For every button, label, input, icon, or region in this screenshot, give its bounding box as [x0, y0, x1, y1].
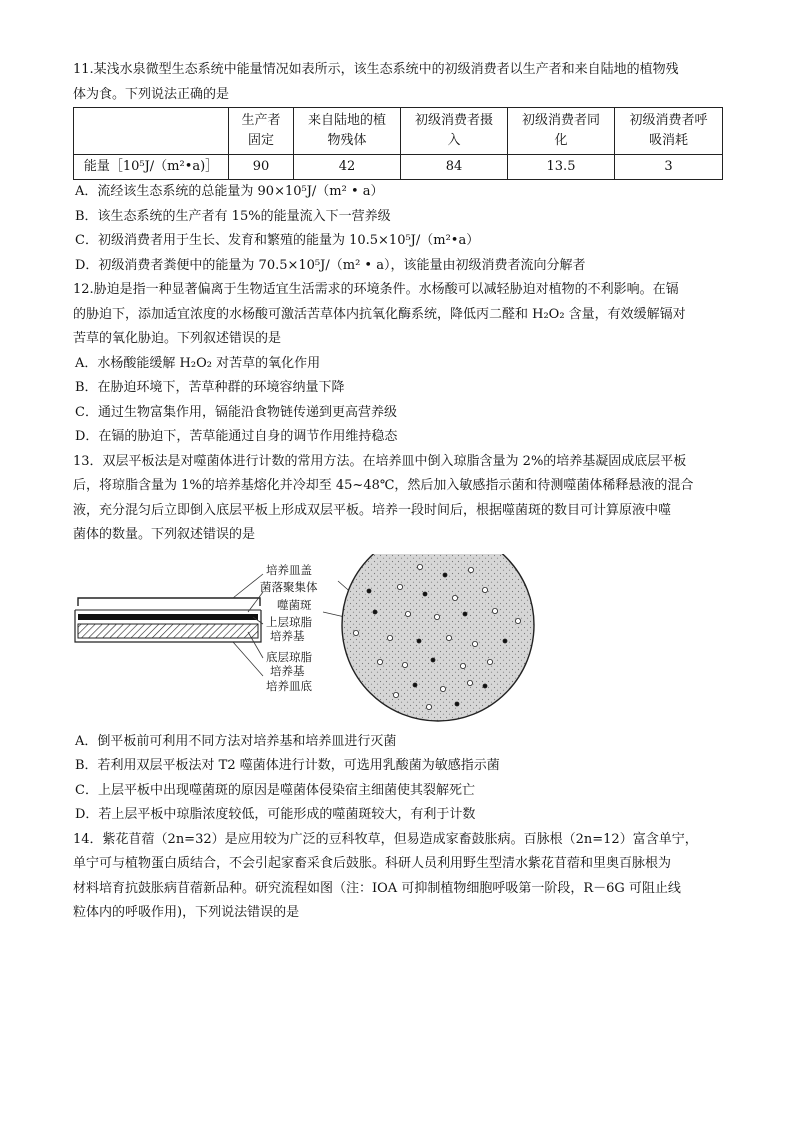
plaque-dot	[402, 662, 407, 667]
label-colony: 菌落聚集体	[260, 579, 318, 594]
q12-option-a[interactable]: A．水杨酸能缓解 H₂O₂ 对苦草的氧化作用	[75, 355, 321, 371]
label-dish-bottom: 培养皿底	[266, 678, 312, 693]
question-13	[73, 450, 723, 828]
energy-table-cell: 13.5	[508, 155, 615, 180]
energy-table-cell: 3	[615, 155, 723, 180]
plaque-dot	[387, 635, 392, 640]
dish-lid-outline	[78, 598, 260, 606]
q11-option-b[interactable]: B．该生态系统的生产者有 15%的能量流入下一营养级	[75, 208, 391, 224]
energy-table-header-row	[74, 108, 723, 155]
q14-stem-line-1: 14．紫花苜蓿（2n=32）是应用较为广泛的豆科牧草，但易造成家畜鼓胀病。百脉根（2n=12）富含单宁，	[73, 831, 698, 847]
q11-option-d[interactable]: D．初级消费者粪便中的能量为 70.5×10⁵J/（m² • a），该能量由初级消费者流向分解者	[75, 257, 586, 273]
q13-stem-line-1: 13．双层平板法是对噬菌体进行计数的常用方法。在培养皿中倒入琼脂含量为 2%的培养基凝固成底层平板	[73, 453, 687, 469]
energy-table-row-label: 能量［10⁵J/（m²•a)］	[74, 155, 229, 180]
plaque-dot	[467, 680, 472, 685]
colony-dot	[483, 684, 487, 688]
plaque-dot	[468, 567, 473, 572]
label-plaque: 噬菌斑	[277, 597, 312, 612]
q13-stem-line-2: 后，将琼脂含量为 1%的培养基熔化并冷却至 45~48℃，然后加入敏感指示菌和待测噬菌体稀释悬液的混合	[73, 478, 694, 493]
energy-table-header: 来自陆地的植 物残体	[294, 108, 401, 155]
exam-page	[73, 58, 723, 926]
colony-dot	[503, 639, 507, 643]
plaque-dot	[472, 641, 477, 646]
q13-option-c[interactable]: C．上层平板中出现噬菌斑的原因是噬菌体侵染宿主细菌使其裂解死亡	[75, 782, 475, 798]
colony-dot	[367, 589, 371, 593]
petri-dish-top-view	[342, 554, 534, 721]
plaque-dot	[397, 584, 402, 589]
plaque-dot	[417, 564, 422, 569]
question-11	[73, 58, 723, 278]
q13-option-a[interactable]: A．倒平板前可利用不同方法对培养基和培养皿进行灭菌	[75, 733, 397, 749]
q12-stem-line-1: 12.胁迫是指一种显著偏离于生物适宜生活需求的环境条件。水杨酸可以减轻胁迫对植物的不利影响。在镉	[73, 282, 679, 297]
energy-table	[73, 107, 723, 180]
double-layer-plate-diagram	[73, 554, 723, 726]
label-lower-medium: 培养基	[270, 663, 305, 678]
q11-stem-line-1: 11.某浅水泉微型生态系统中能量情况如表所示，该生态系统中的初级消费者以生产者和来自陆地的植物残	[73, 62, 679, 77]
plaque-dot	[377, 659, 382, 664]
question-12	[73, 278, 723, 450]
lower-agar-layer	[78, 624, 258, 638]
q14-stem-line-2: 单宁可与植物蛋白质结合，不会引起家畜采食后鼓胀。科研人员利用野生型清水紫花苜蓿和里奥百脉根为	[73, 856, 672, 871]
energy-table-cell: 84	[401, 155, 508, 180]
energy-table-header: 初级消费者摄 入	[401, 108, 508, 155]
q13-option-b[interactable]: B．若利用双层平板法对 T2 噬菌体进行计数，可选用乳酸菌为敏感指示菌	[75, 758, 500, 773]
plaque-dot	[434, 614, 439, 619]
plaque-dot	[446, 635, 451, 640]
colony-dot	[431, 658, 435, 662]
q12-option-d[interactable]: D．在镉的胁迫下，苦草能通过自身的调节作用维持稳态	[75, 429, 398, 444]
q12-stem-line-3: 苦草的氧化胁迫。下列叙述错误的是	[73, 331, 282, 346]
energy-table-header: 初级消费者同 化	[508, 108, 615, 155]
colony-dot	[423, 592, 427, 596]
label-dish-lid: 培养皿盖	[266, 562, 312, 577]
plaque-dot	[515, 618, 520, 623]
energy-table-cell: 42	[294, 155, 401, 180]
plaque-dot	[426, 704, 431, 709]
q13-stem-line-3: 液，充分混匀后立即倒入底层平板上形成双层平板。培养一段时间后，根据噬菌斑的数目可计算原液中噬	[73, 502, 672, 518]
label-lower-agar: 底层琼脂	[266, 649, 312, 664]
plaque-dot	[460, 663, 465, 668]
q11-option-c[interactable]: C．初级消费者用于生长、发育和繁殖的能量为 10.5×10⁵J/（m²•a）	[75, 233, 480, 248]
q14-stem-line-4: 粒体内的呼吸作用)，下列说法错误的是	[73, 905, 300, 920]
q14-stem-line-3: 材料培育抗鼓胀病苜蓿新品种。研究流程如图（注：IOA 可抑制植物细胞呼吸第一阶段，R－6G 可阻止线	[73, 880, 681, 896]
energy-table-corner	[74, 108, 229, 155]
plaque-dot	[405, 611, 410, 616]
plaque-dot	[482, 587, 487, 592]
q13-stem-line-4: 菌体的数量。下列叙述错误的是	[73, 527, 256, 542]
q11-option-a[interactable]: A．流经该生态系统的总能量为 90×10⁵J/（m² • a）	[75, 184, 384, 199]
plaque-dot	[487, 659, 492, 664]
plaque-dot	[492, 608, 497, 613]
plate-diagram-svg	[73, 554, 723, 726]
label-upper-agar: 上层琼脂	[266, 614, 312, 629]
plaque-dot	[393, 692, 398, 697]
plaque-dot	[440, 686, 445, 691]
energy-table-row	[74, 155, 723, 180]
energy-table-cell: 90	[229, 155, 294, 180]
q12-option-c[interactable]: C．通过生物富集作用，镉能沿食物链传递到更高营养级	[75, 404, 397, 420]
label-upper-medium: 培养基	[270, 628, 305, 643]
upper-agar-layer	[78, 614, 258, 620]
q11-stem-line-2: 体为食。下列说法正确的是	[73, 86, 230, 102]
colony-dot	[455, 702, 459, 706]
plaque-dot	[452, 595, 457, 600]
colony-dot	[463, 612, 467, 616]
plaque-dot	[353, 630, 358, 635]
q13-option-d[interactable]: D．若上层平板中琼脂浓度较低，可能形成的噬菌斑较大，有利于计数	[75, 807, 476, 822]
q12-stem-line-2: 的胁迫下，添加适宜浓度的水杨酸可激活苦草体内抗氧化酶系统，降低丙二醛和 H₂O₂ 含量，有效缓解镉对	[73, 306, 686, 322]
colony-dot	[373, 610, 377, 614]
question-14	[73, 828, 723, 926]
colony-dot	[413, 683, 417, 687]
colony-dot	[417, 639, 421, 643]
energy-table-header: 生产者 固定	[229, 108, 294, 155]
energy-table-header: 初级消费者呼 吸消耗	[615, 108, 723, 155]
colony-dot	[443, 573, 447, 577]
q12-option-b[interactable]: B．在胁迫环境下，苦草种群的环境容纳量下降	[75, 380, 345, 395]
